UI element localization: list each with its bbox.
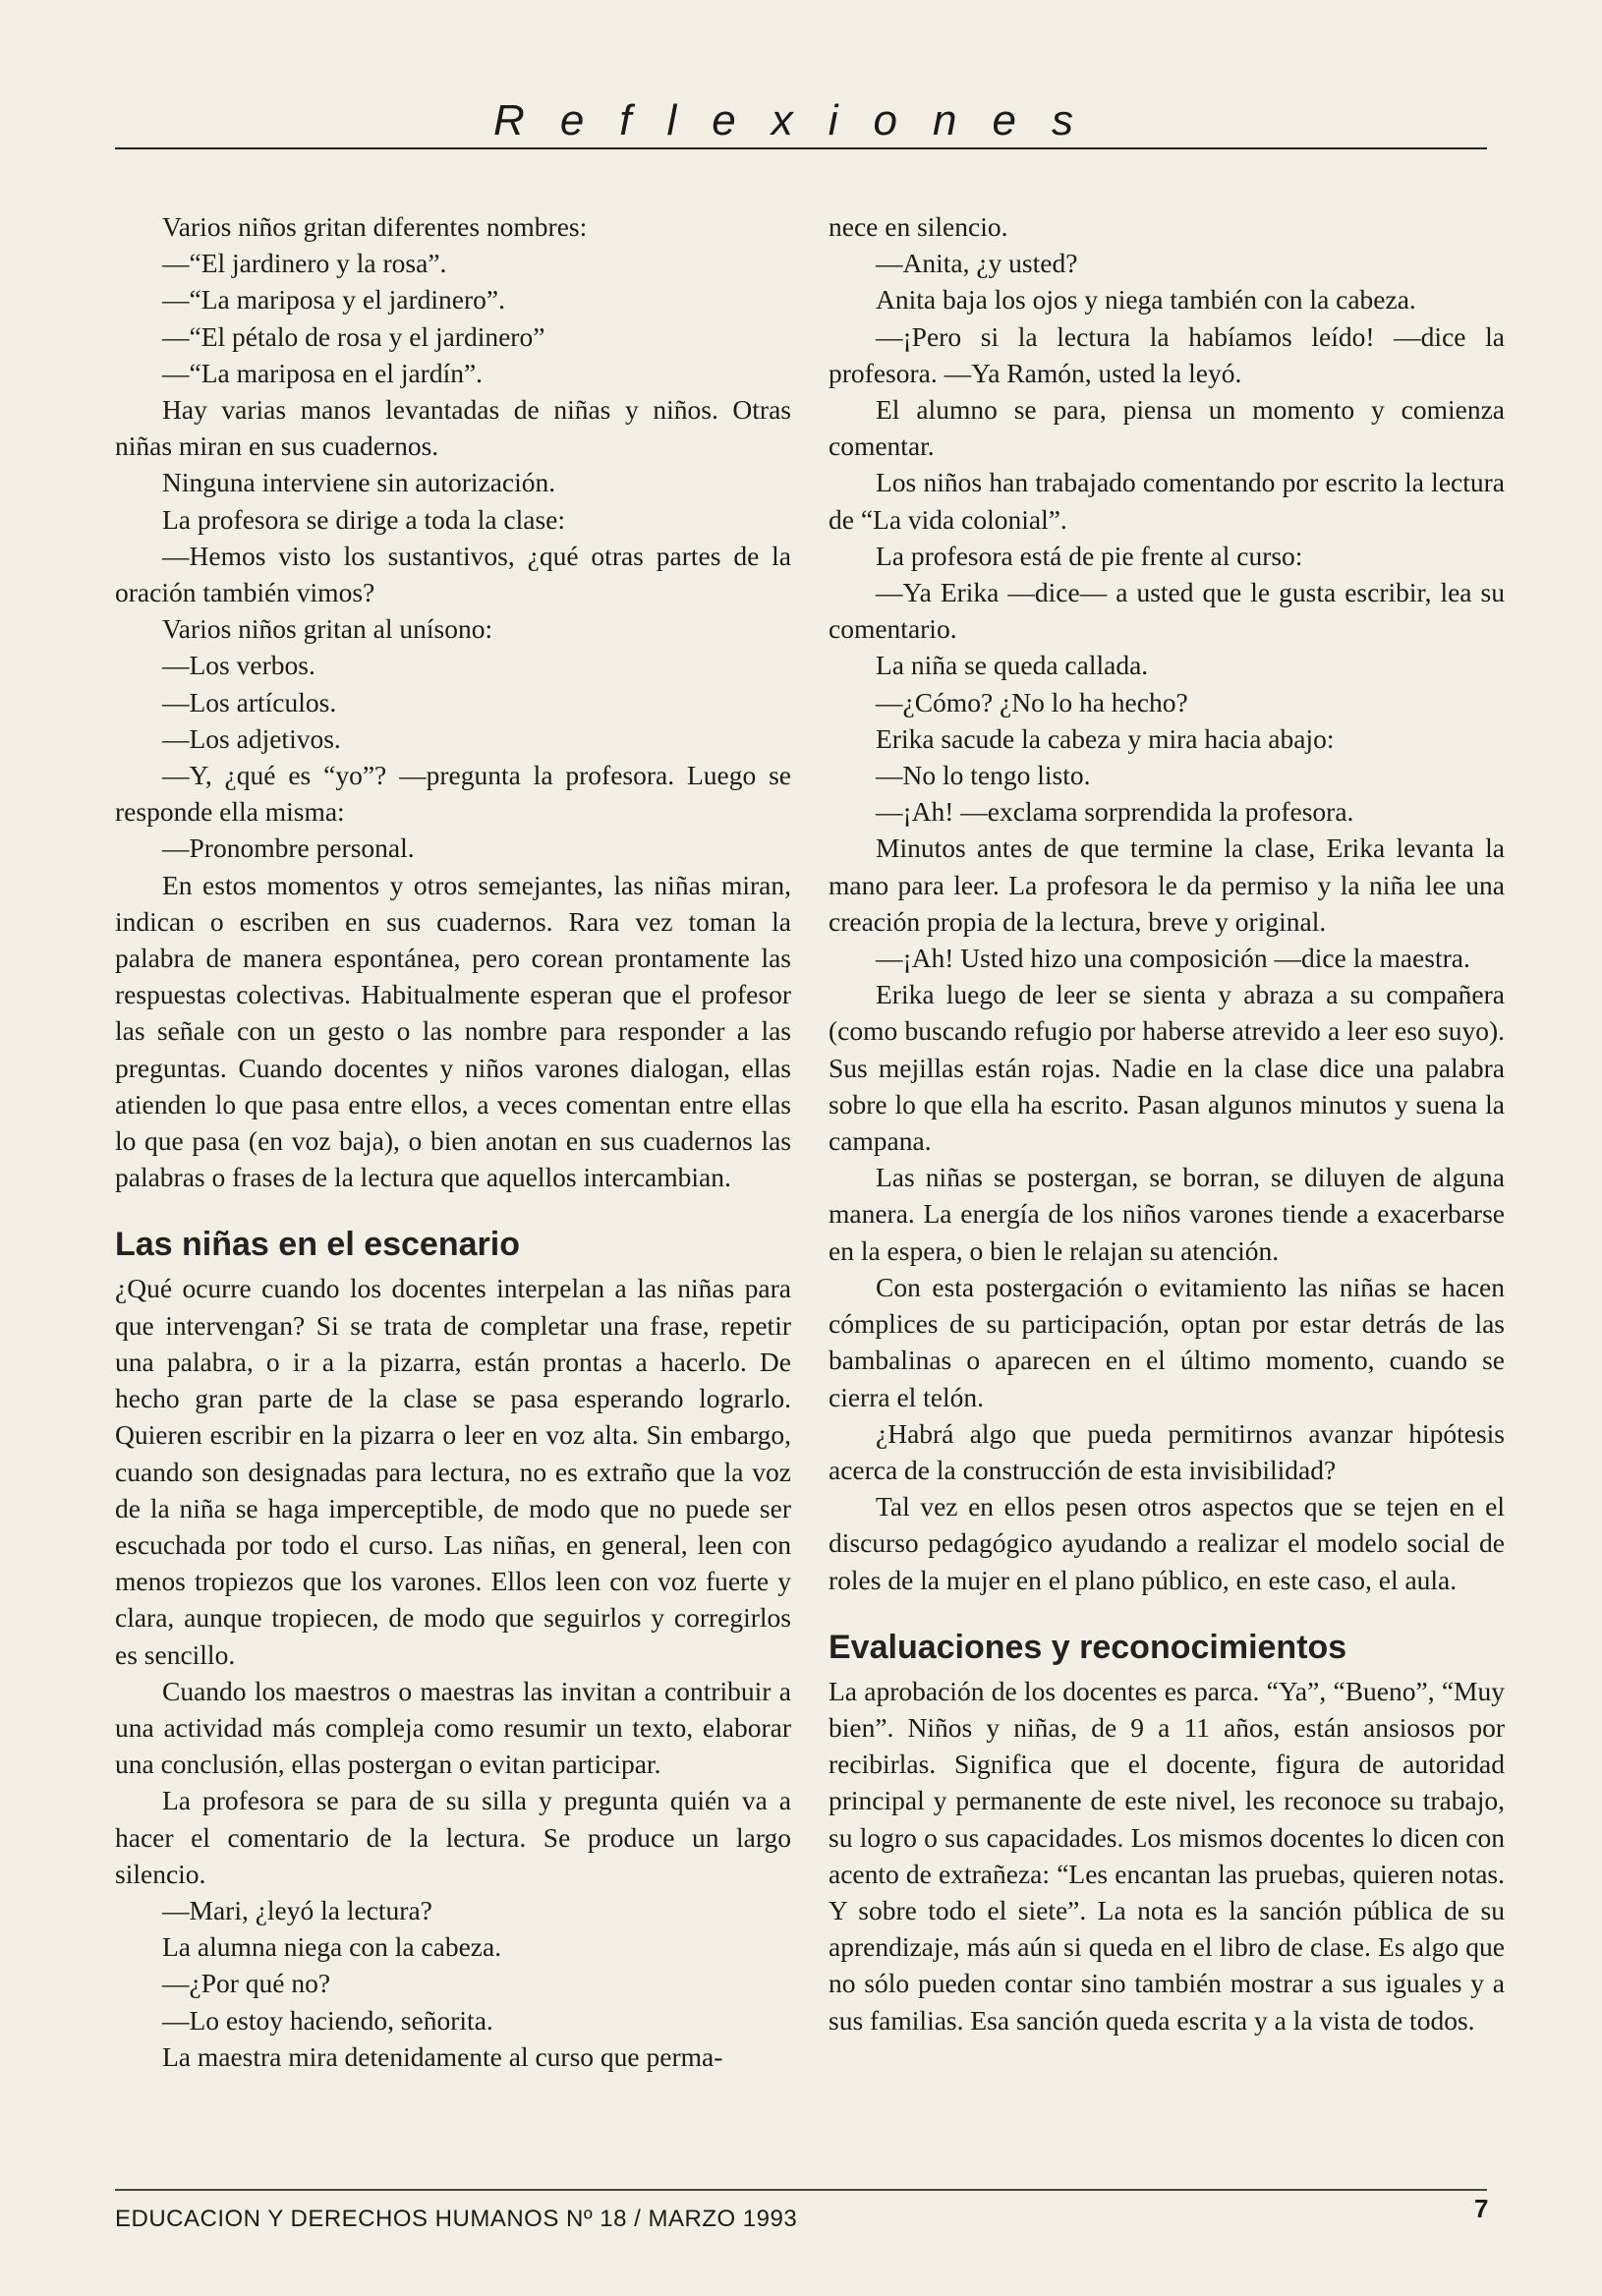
- paragraph: ¿Qué ocurre cuando los docentes interpelan a las niñas para que intervengan? Si se trata de completar una frase, repetir una palabra, o ir a la pizarra, están prontas a hacerlo. De hecho gran parte de la clase se pasa esperando lograrlo. Quieren escribir en la pizarra o leer en voz alta. Sin embargo, cuando son designadas para lectura, no es extraño que la voz de la niña se haga imperceptible, de modo que no puede ser escuchada por todo el curso. Las niñas, en general, leen con menos tropiezos que los varones. Ellos leen con voz fuerte y clara, aunque tropiecen, de modo que seguirlos y corregirlos es sencillo.: [115, 1273, 791, 1670]
- paragraph: Minutos antes de que termine la clase, Erika levanta la mano para leer. La profesora le da permiso y la niña lee una creación propia de la lectura, breve y original.: [829, 832, 1505, 937]
- footer-rule: [115, 2189, 1487, 2191]
- paragraph: —¿Por qué no?: [162, 1968, 331, 1999]
- paragraph: —“El pétalo de rosa y el jardinero”: [162, 320, 545, 352]
- paragraph: Las niñas se postergan, se borran, se diluyen de alguna manera. La energía de los niños varones tiende a exacerbarse en la espera, o bien le relajan su atención.: [829, 1162, 1505, 1266]
- paragraph: Hay varias manos levantadas de niñas y niños. Otras niñas miran en sus cuadernos.: [115, 394, 791, 462]
- paragraph: —“La mariposa y el jardinero”.: [162, 284, 505, 316]
- paragraph: En estos momentos y otros semejantes, las niñas miran, indican o escriben en sus cuadernos. Rara vez toman la palabra de manera espontánea, pero corean prontamente las respuestas colectivas. Habitualmente esperan que el profesor las señale con un gesto o las nombre para responder a las preguntas. Cuando docentes y niños varones dialogan, ellas atienden lo que pasa entre ellos, a veces comentan entre ellas lo que pasa (en voz baja), o bien anotan en sus cuadernos las palabras o frases de la lectura que aquellos intercambian.: [115, 869, 791, 1193]
- paragraph: —Los artículos.: [162, 686, 337, 718]
- paragraph: —“El jardinero y la rosa”.: [162, 248, 447, 279]
- paragraph: Los niños han trabajado comentando por escrito la lectura de “La vida colonial”.: [829, 467, 1505, 535]
- paragraph: —¿Cómo? ¿No lo ha hecho?: [876, 686, 1188, 718]
- paragraph: —No lo tengo listo.: [876, 760, 1091, 791]
- paragraph: —Y, ¿qué es “yo”? —pregunta la profesora. Luego se responde ella misma:: [115, 760, 791, 828]
- paragraph: Erika luego de leer se sienta y abraza a su compañera (como buscando refugio por haberse atrevido a leer eso suyo). Sus mejillas están rojas. Nadie en la clase dice una palabra sobre lo que ella ha escrito. Pasan algunos minutos y suena la campana.: [829, 979, 1505, 1157]
- paragraph: La profesora está de pie frente al curso:: [876, 540, 1303, 571]
- paragraph: —¡Ah! Usted hizo una composición —dice la maestra.: [876, 943, 1470, 974]
- paragraph: —Pronombre personal.: [162, 832, 415, 864]
- paragraph: La profesora se para de su silla y pregunta quién va a hacer el comentario de la lectura. Se produce un largo silencio.: [115, 1785, 791, 1889]
- paragraph: La profesora se dirige a toda la clase:: [162, 503, 566, 535]
- paragraph: —Los verbos.: [162, 650, 315, 681]
- paragraph: nece en silencio.: [829, 211, 1008, 242]
- paragraph: Erika sacude la cabeza y mira hacia abajo:: [876, 722, 1335, 754]
- paragraph: Cuando los maestros o maestras las invitan a contribuir a una actividad más compleja como resumir un texto, elaborar una conclusión, ellas postergan o evitan participar.: [115, 1675, 791, 1780]
- header-rule: [115, 147, 1487, 149]
- paragraph: Con esta postergación o evitamiento las niñas se hacen cómplices de su participación, optan por estar detrás de las bambalinas o aparecen en el último momento, cuando se cierra el telón.: [829, 1271, 1505, 1412]
- paragraph: —¡Ah! —exclama sorprendida la profesora.: [876, 796, 1354, 828]
- paragraph: Varios niños gritan al unísono:: [162, 613, 493, 645]
- paragraph: —Ya Erika —dice— a usted que le gusta escribir, lea su comentario.: [829, 577, 1505, 645]
- paragraph: Ninguna interviene sin autorización.: [162, 467, 556, 498]
- paragraph: —Lo estoy haciendo, señorita.: [162, 2004, 493, 2036]
- left-column: [115, 208, 791, 2075]
- paragraph: —Mari, ¿leyó la lectura?: [162, 1894, 432, 1925]
- paragraph: Tal vez en ellos pesen otros aspectos que se tejen en el discurso pedagógico ayudando a realizar el modelo social de roles de la mujer en el plano público, en este caso, el aula.: [829, 1491, 1505, 1595]
- running-header: Reflexiones: [493, 96, 1109, 144]
- page-number: 7: [1474, 2194, 1489, 2223]
- footer-publication: EDUCACION Y DERECHOS HUMANOS Nº 18 / MARZO 1993: [115, 2206, 798, 2232]
- paragraph: La niña se queda callada.: [876, 650, 1149, 681]
- paragraph: La alumna niega con la cabeza.: [162, 1931, 502, 1963]
- paragraph: —Anita, ¿y usted?: [876, 248, 1078, 279]
- paragraph: Varios niños gritan diferentes nombres:: [162, 211, 588, 242]
- paragraph: —Los adjetivos.: [162, 722, 341, 754]
- paragraph: El alumno se para, piensa un momento y comienza comentar.: [829, 394, 1505, 462]
- paragraph: ¿Habrá algo que pueda permitirnos avanzar hipótesis acerca de la construcción de esta invisibilidad?: [829, 1417, 1505, 1485]
- paragraph: La aprobación de los docentes es parca. “Ya”, “Bueno”, “Muy bien”. Niños y niñas, de 9 a 11 años, están ansiosos por recibirlas. Significa que el docente, figura de autoridad principal y permanente de este nivel, les reconoce su trabajo, su logro o sus capacidades. Los mismos docentes lo dicen con acento de extrañeza: “Les encantan las pruebas, quieren notas. Y sobre todo el siete”. La nota es la sanción pública de su aprendizaje, más aún si queda en el libro de clase. Es algo que no sólo pueden contar sino también mostrar a sus iguales y a sus familias. Esa sanción queda escrita y a la vista de todos.: [829, 1675, 1505, 2036]
- section-heading: Evaluaciones y reconocimientos: [829, 1628, 1347, 1666]
- paragraph: —“La mariposa en el jardín”.: [162, 357, 484, 388]
- paragraph: —¡Pero si la lectura la habíamos leído! —dice la profesora. —Ya Ramón, usted la leyó.: [829, 320, 1505, 388]
- section-heading: Las niñas en el escenario: [115, 1226, 520, 1264]
- right-column: [829, 208, 1505, 2038]
- paragraph: Anita baja los ojos y niega también con la cabeza.: [876, 284, 1416, 316]
- paragraph: La maestra mira detenidamente al curso que perma-: [162, 2040, 723, 2072]
- paragraph: —Hemos visto los sustantivos, ¿qué otras partes de la oración también vimos?: [115, 540, 791, 608]
